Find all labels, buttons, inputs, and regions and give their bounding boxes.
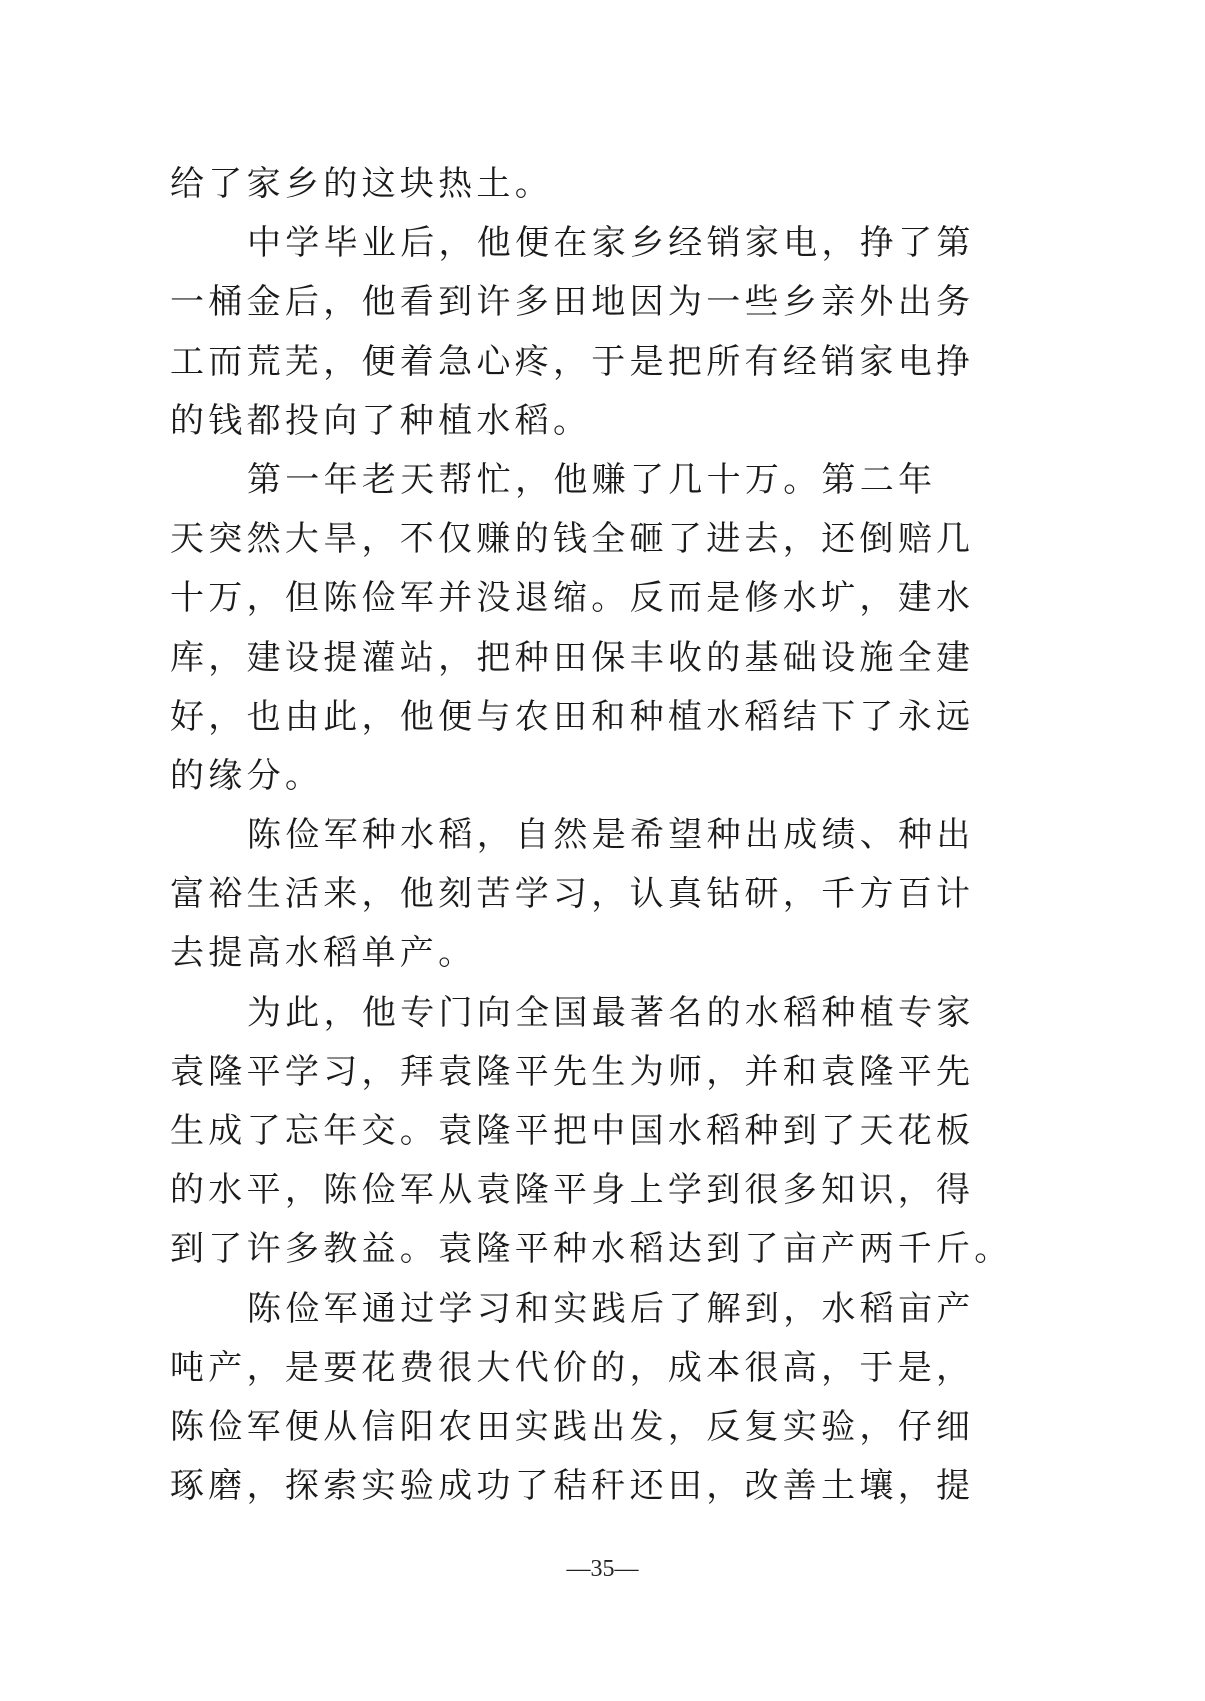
text-line: 工而荒芜，便着急心疼，于是把所有经销家电挣	[170, 341, 975, 382]
text-line: 好，也由此，他便与农田和种植水稻结下了永远	[170, 696, 975, 737]
text-line: 吨产，是要花费很大代价的，成本很高，于是，	[170, 1347, 975, 1388]
text-line: 到了许多教益。袁隆平种水稻达到了亩产两千斤。	[170, 1229, 1013, 1270]
text-line: 一桶金后，他看到许多田地因为一些乡亲外出务	[170, 282, 975, 323]
text-line: 陈俭军通过学习和实践后了解到，水稻亩产	[247, 1288, 975, 1329]
text-line: 十万，但陈俭军并没退缩。反而是修水圹，建水	[170, 578, 975, 619]
text-line: 去提高水稻单产。	[170, 933, 477, 974]
text-line: 的水平，陈俭军从袁隆平身上学到很多知识，得	[170, 1170, 975, 1211]
text-line: 的缘分。	[170, 755, 324, 796]
text-line: 给了家乡的这块热土。	[170, 164, 553, 204]
text-line: 库，建设提灌站，把种田保丰收的基础设施全建	[170, 637, 975, 678]
text-line: 袁隆平学习，拜袁隆平先生为师，并和袁隆平先	[170, 1051, 975, 1092]
text-line: 陈俭军便从信阳农田实践出发，反复实验，仔细	[170, 1406, 975, 1447]
page-number: —35—	[566, 1556, 639, 1582]
text-line: 为此，他专门向全国最著名的水稻种植专家	[247, 992, 975, 1033]
text-line: 第一年老天帮忙，他赚了几十万。第二年	[247, 459, 937, 500]
text-line: 富裕生活来，他刻苦学习，认真钻研，千方百计	[170, 874, 975, 915]
text-line: 琢磨，探索实验成功了秸秆还田，改善土壤，提	[170, 1466, 975, 1507]
text-line: 中学毕业后，他便在家乡经销家电，挣了第	[247, 223, 975, 264]
text-line: 生成了忘年交。袁隆平把中国水稻种到了天花板	[170, 1111, 975, 1151]
text-line: 的钱都投向了种植水稻。	[170, 400, 592, 441]
text-line: 陈俭军种水稻，自然是希望种出成绩、种出	[247, 815, 975, 856]
text-line: 天突然大旱，不仅赚的钱全砸了进去，还倒赔几	[170, 519, 975, 560]
body-text	[170, 155, 1013, 1516]
